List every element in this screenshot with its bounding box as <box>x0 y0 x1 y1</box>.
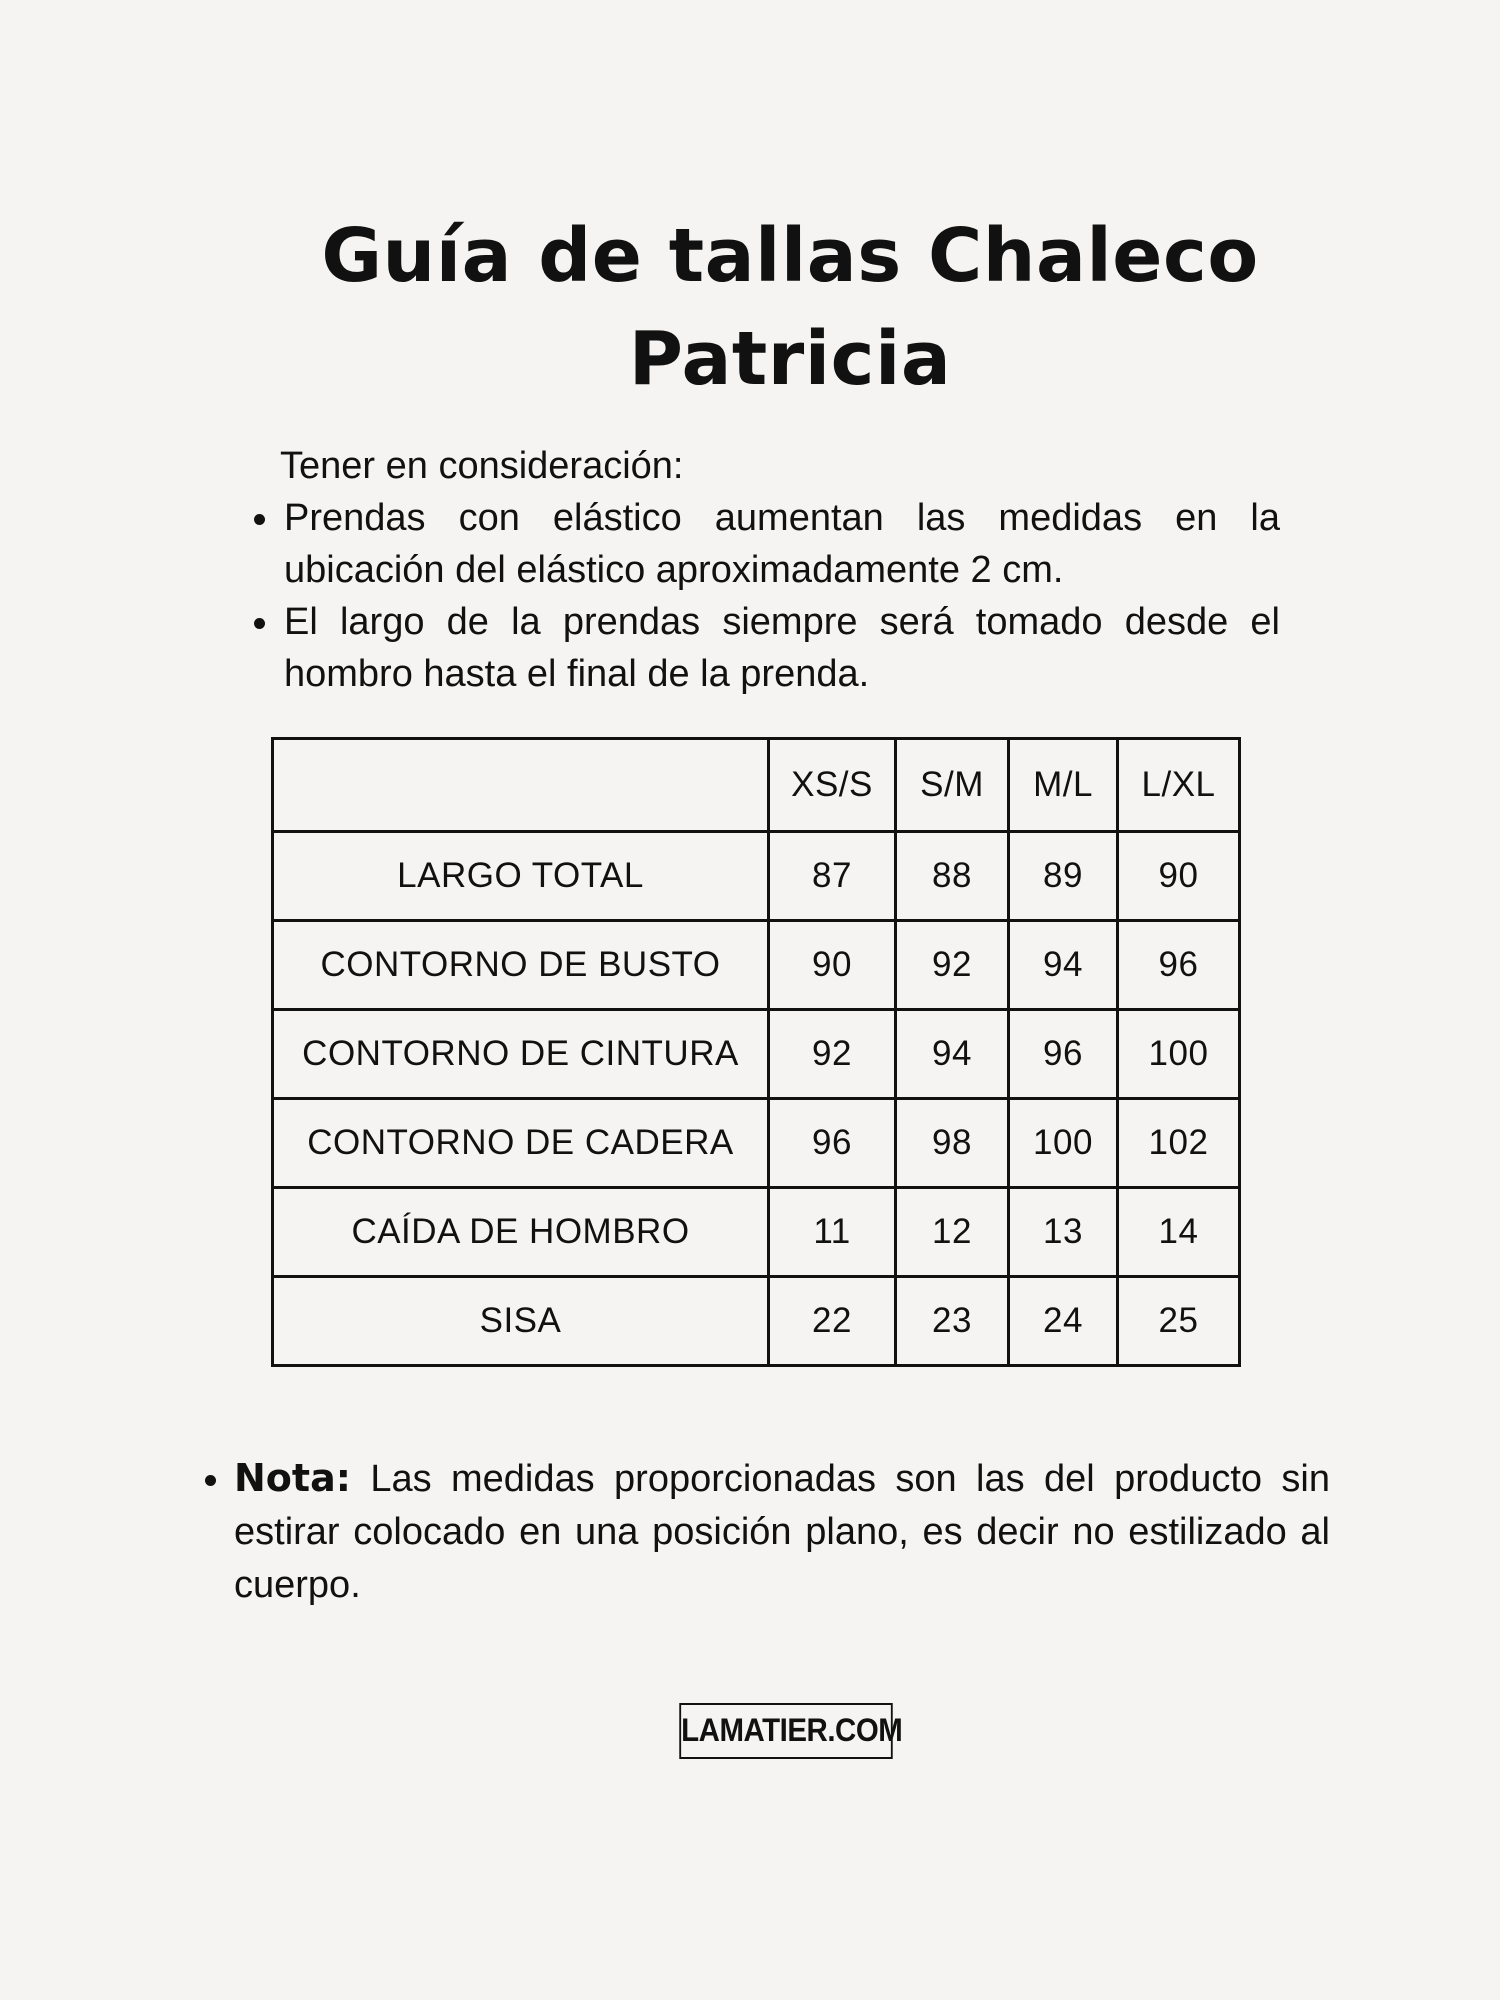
table-cell: 92 <box>769 1010 896 1099</box>
table-cell: 88 <box>896 832 1009 921</box>
row-label: CAÍDA DE HOMBRO <box>273 1188 769 1277</box>
table-cell: 11 <box>769 1188 896 1277</box>
row-label: CONTORNO DE CINTURA <box>273 1010 769 1099</box>
size-header-xs-s: XS/S <box>769 739 896 832</box>
table-cell: 90 <box>1118 832 1240 921</box>
size-table <box>271 737 1241 1367</box>
considerations-section <box>250 440 1280 700</box>
brand-logo: LAMATIER.COM <box>679 1703 892 1759</box>
size-header-m-l: M/L <box>1009 739 1118 832</box>
table-cell: 102 <box>1118 1099 1240 1188</box>
row-label: CONTORNO DE CADERA <box>273 1099 769 1188</box>
table-cell: 24 <box>1009 1277 1118 1366</box>
page-title <box>0 205 1500 411</box>
table-cell: 23 <box>896 1277 1009 1366</box>
table-row <box>273 1010 1240 1099</box>
considerations-list <box>250 492 1280 700</box>
table-cell: 100 <box>1118 1010 1240 1099</box>
table-cell: 22 <box>769 1277 896 1366</box>
table-cell: 94 <box>1009 921 1118 1010</box>
size-header-l-xl: L/XL <box>1118 739 1240 832</box>
table-cell: 90 <box>769 921 896 1010</box>
title-line-2: Patricia <box>628 316 952 402</box>
note-text: Las medidas proporcionadas son las del producto sin estirar colocado en una posición plano, es decir no estilizado al cuerpo. <box>234 1458 1330 1606</box>
table-row <box>273 832 1240 921</box>
table-cell: 25 <box>1118 1277 1240 1366</box>
row-label: LARGO TOTAL <box>273 832 769 921</box>
row-label: SISA <box>273 1277 769 1366</box>
table-cell: 14 <box>1118 1188 1240 1277</box>
table-row <box>273 1188 1240 1277</box>
table-cell: 87 <box>769 832 896 921</box>
table-row <box>273 921 1240 1010</box>
note-label: Nota: <box>234 1456 351 1500</box>
table-cell: 89 <box>1009 832 1118 921</box>
table-cell: 96 <box>769 1099 896 1188</box>
table-cell: 94 <box>896 1010 1009 1099</box>
table-cell: 98 <box>896 1099 1009 1188</box>
table-cell: 92 <box>896 921 1009 1010</box>
considerations-intro: Tener en consideración: <box>280 445 684 487</box>
table-cell: 13 <box>1009 1188 1118 1277</box>
note-paragraph <box>200 1452 1330 1612</box>
consideration-item: El largo de la prendas siempre será tomado desde el hombro hasta el final de la prenda. <box>250 596 1280 700</box>
table-row <box>273 1099 1240 1188</box>
title-line-1: Guía de tallas Chaleco <box>321 213 1259 299</box>
row-label: CONTORNO DE BUSTO <box>273 921 769 1010</box>
table-cell: 96 <box>1009 1010 1118 1099</box>
size-header-empty <box>273 739 769 832</box>
table-cell: 12 <box>896 1188 1009 1277</box>
table-row <box>273 1277 1240 1366</box>
table-cell: 100 <box>1009 1099 1118 1188</box>
size-header-row <box>273 739 1240 832</box>
size-header-s-m: S/M <box>896 739 1009 832</box>
table-cell: 96 <box>1118 921 1240 1010</box>
consideration-item: Prendas con elástico aumentan las medidas en la ubicación del elástico aproximadamente 2 cm. <box>250 492 1280 596</box>
